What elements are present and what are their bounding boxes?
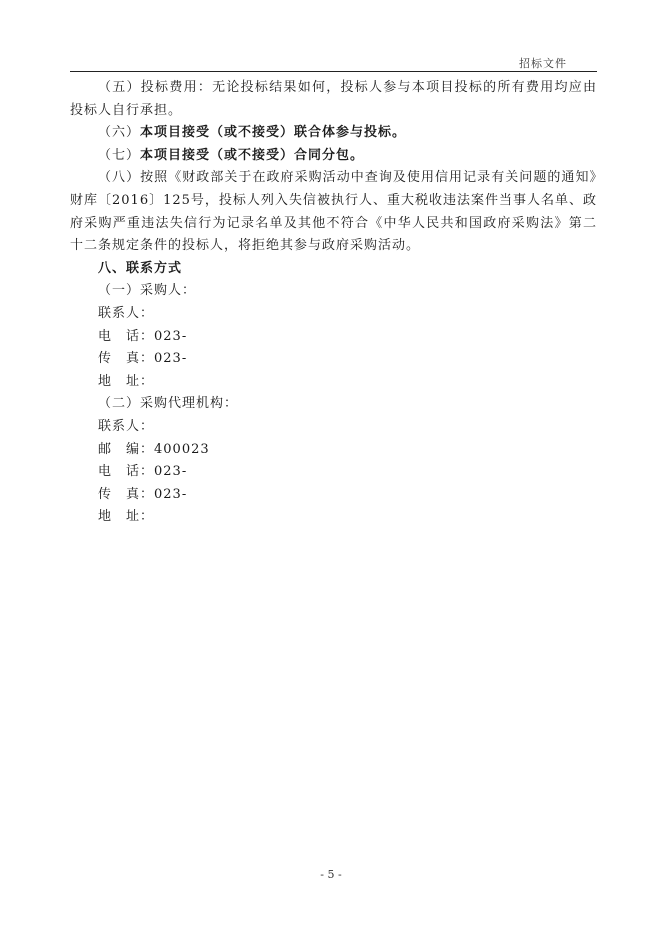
paragraph-consortium bbox=[70, 122, 597, 145]
document-header-label: 招标文件 bbox=[519, 57, 567, 70]
paragraph-bid-costs: （五）投标费用：无论投标结果如何，投标人参与本项目投标的所有费用均应由投标人自行承担。 bbox=[70, 80, 597, 118]
paragraph-subcontract-text: 本项目接受（或不接受）合同分包。 bbox=[140, 147, 365, 163]
section-title-contact: 八、联系方式 bbox=[98, 260, 183, 276]
page-number: - 5 - bbox=[320, 868, 342, 881]
purchaser-address: 地 址： bbox=[98, 373, 155, 389]
purchaser-heading: （一）采购人： bbox=[98, 283, 197, 299]
paragraph-credit-record: （八）按照《财政部关于在政府采购活动中查询及使用信用记录有关问题的通知》财库〔2016〕125号，投标人列入失信被执行人、重大税收违法案件当事人名单、政府采购严重违法失信行为记录名单及其他不符合《中华人民共和国政府采购法》第二十二条规定条件的投标人，将拒绝其参与政府采购活动。 bbox=[70, 170, 597, 254]
purchaser-contact-person: 联系人： bbox=[98, 305, 155, 321]
agency-heading: （二）采购代理机构： bbox=[98, 396, 239, 412]
agency-address: 地 址： bbox=[98, 509, 155, 525]
paragraph-subcontract bbox=[70, 145, 597, 168]
header-divider bbox=[70, 71, 597, 72]
paragraph-consortium-text: 本项目接受（或不接受）联合体参与投标。 bbox=[140, 125, 407, 141]
document-body bbox=[70, 77, 597, 529]
purchaser-fax: 传 真：023- bbox=[98, 351, 188, 367]
agency-fax: 传 真：023- bbox=[98, 486, 188, 502]
paragraph-subcontract-prefix: （七） bbox=[98, 147, 141, 163]
purchaser-phone: 电 话：023- bbox=[98, 328, 188, 344]
paragraph-consortium-prefix: （六） bbox=[98, 125, 141, 141]
agency-contact-person: 联系人： bbox=[98, 418, 155, 434]
agency-phone: 电 话：023- bbox=[98, 464, 188, 480]
agency-postcode: 邮 编：400023 bbox=[98, 441, 210, 457]
